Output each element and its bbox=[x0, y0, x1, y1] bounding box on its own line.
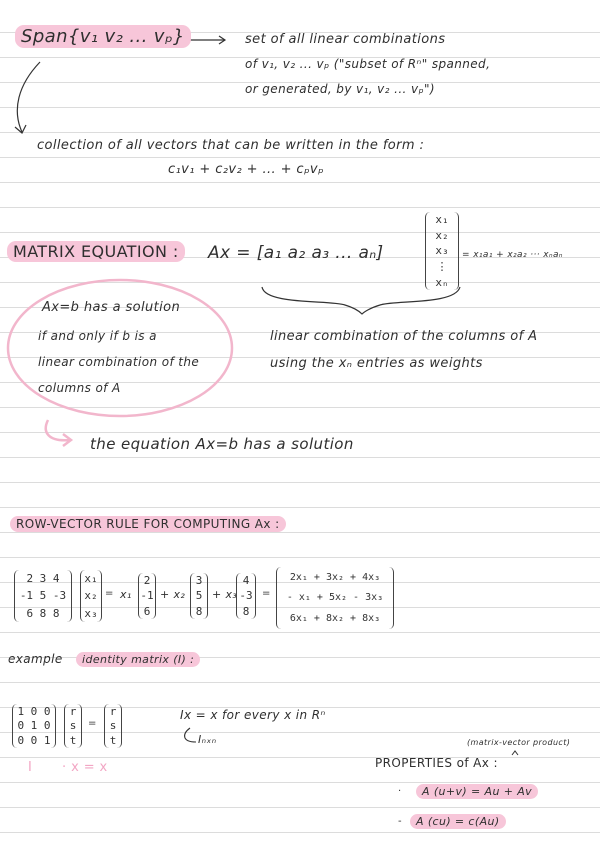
identity-statement: Ix = x for every x in Rⁿ bbox=[180, 708, 326, 722]
identity-notation: Iₙₓₙ bbox=[198, 733, 217, 746]
matrix-product-rhs: = x₁a₁ + x₂a₂ ··· xₙaₙ bbox=[462, 250, 563, 260]
rst-vector-result: r s t bbox=[104, 704, 122, 748]
property-1: A (u+v) = Au + Av bbox=[416, 784, 538, 799]
span-def-line2: of v₁, v₂ ... vₚ ("subset of Rⁿ" spanned, bbox=[245, 57, 491, 71]
coefficient-matrix: 2 3 4 -1 5 -3 6 8 8 bbox=[14, 570, 72, 622]
result-vector: 2x₁ + 3x₂ + 4x₃ - x₁ + 5x₂ - 3x₃ 6x₁ + 8x₂ + 8x₃ bbox=[276, 567, 394, 629]
conclusion-text: the equation Ax=b has a solution bbox=[90, 435, 354, 453]
coef-x3: + x₃ bbox=[212, 588, 238, 601]
circle-line-1: Ax=b has a solution bbox=[42, 300, 181, 315]
matrix-product-lhs: Ax = [a₁ a₂ a₃ ... aₙ] bbox=[208, 243, 384, 263]
identity-matrix: 1 0 0 0 1 0 0 0 1 bbox=[12, 704, 56, 748]
example-label: example bbox=[8, 652, 63, 666]
row-rule-x-vector: x₁ x₂ x₃ bbox=[80, 570, 102, 622]
coef-x2: + x₂ bbox=[160, 588, 186, 601]
properties-heading: PROPERTIES of Ax : bbox=[375, 756, 498, 770]
circle-line-4: columns of A bbox=[38, 381, 121, 395]
curved-arrow-icon bbox=[17, 62, 40, 132]
span-def-line3: or generated, by v₁, v₂ ... vₚ") bbox=[245, 82, 435, 96]
bullet-2: - bbox=[398, 816, 403, 827]
span-title: Span{v₁ v₂ ... vₚ} bbox=[15, 25, 191, 48]
equals-sign-1: = bbox=[105, 588, 114, 599]
underbrace-icon bbox=[262, 287, 460, 314]
bullet-1: · bbox=[398, 786, 402, 797]
rst-vector: r s t bbox=[64, 704, 82, 748]
x-vector: x₁ x₂ x₃ ⋮ xₙ bbox=[425, 212, 459, 290]
circle-line-2: if and only if b is a bbox=[38, 329, 157, 343]
matrix-equation-heading bbox=[7, 240, 185, 262]
span-def-line1: set of all linear combinations bbox=[245, 32, 446, 47]
identity-heading: identity matrix (I) : bbox=[76, 652, 200, 667]
column-3: 4 -3 8 bbox=[236, 573, 256, 619]
hook-arrow-icon bbox=[185, 728, 196, 742]
coef-x1: x₁ bbox=[120, 588, 132, 601]
explain-line-1: linear combination of the columns of A bbox=[270, 329, 538, 344]
column-1: 2 -1 6 bbox=[138, 573, 156, 619]
collection-text: collection of all vectors that can be written in the form : bbox=[37, 138, 425, 153]
explain-line-2: using the xₙ entries as weights bbox=[270, 356, 483, 371]
circle-line-3: linear combination of the bbox=[38, 355, 200, 369]
column-2: 3 5 8 bbox=[190, 573, 208, 619]
property-2: A (cu) = c(Au) bbox=[410, 814, 506, 829]
matrix-equation-label: MATRIX EQUATION : bbox=[7, 241, 185, 262]
caption-i: I bbox=[28, 760, 33, 775]
properties-note: (matrix-vector product) bbox=[467, 738, 571, 747]
linear-combo: c₁v₁ + c₂v₂ + ... + cₚvₚ bbox=[168, 162, 324, 177]
equals-sign-2: = bbox=[262, 588, 271, 599]
row-rule-heading: ROW-VECTOR RULE FOR COMPUTING Ax : bbox=[10, 516, 286, 532]
caption-equation: · x = x bbox=[62, 760, 108, 775]
equals-sign-3: = bbox=[88, 718, 97, 729]
